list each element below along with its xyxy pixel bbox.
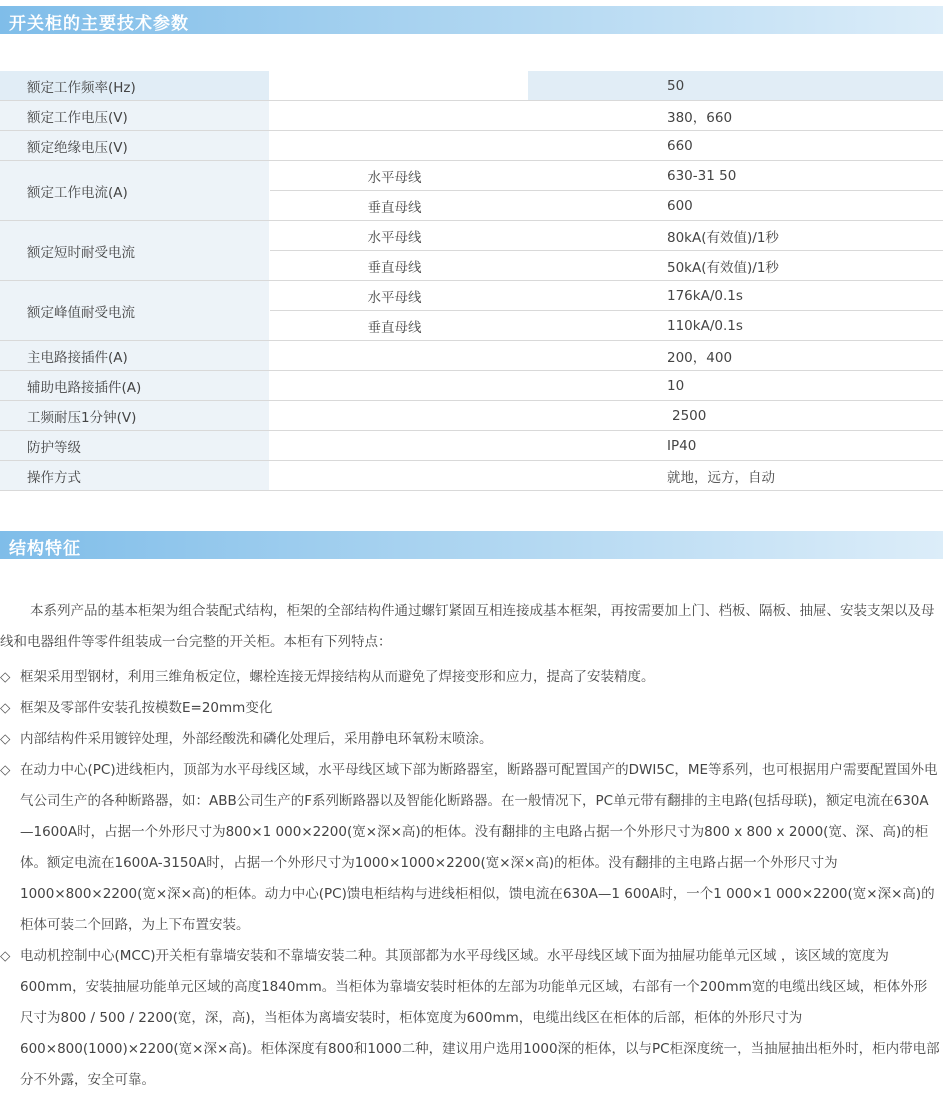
diamond-bullet-icon: ◇ — [0, 731, 11, 747]
sub-cell: 垂直母线 — [269, 251, 528, 281]
feature-text: 框架及零部件安装孔按模数E=20mm变化 — [20, 700, 273, 716]
table-row — [0, 131, 943, 161]
feature-item — [0, 755, 940, 941]
sub-cell: 垂直母线 — [269, 311, 528, 341]
param-cell: 额定峰值耐受电流 — [0, 281, 269, 341]
value-cell: 660 — [528, 131, 943, 161]
table-row — [0, 401, 943, 431]
table-row — [0, 161, 943, 191]
table-row — [0, 71, 943, 101]
value-cell: IP40 — [528, 431, 943, 461]
value-cell: 2500 — [528, 401, 943, 431]
value-cell: 50 — [528, 71, 943, 101]
value-cell: 176kA/0.1s — [528, 281, 943, 311]
sub-cell — [269, 131, 528, 161]
sub-cell: 水平母线 — [269, 221, 528, 251]
section-header-structure — [0, 531, 943, 559]
feature-text: 内部结构件采用镀锌处理，外部经酸洗和磷化处理后，采用静电环氧粉末喷涂。 — [20, 731, 493, 747]
value-cell: 200，400 — [528, 341, 943, 371]
intro-paragraph: 本系列产品的基本柜架为组合装配式结构，柜架的全部结构件通过螺钉紧固互相连接成基本框架，再按需要加上门、档板、隔板、抽屉、安装支架以及母线和电器组件等零件组装成一台完整的开关柜。本柜有下列特点： — [0, 603, 935, 650]
table-row — [0, 221, 943, 251]
sub-cell — [269, 371, 528, 401]
diamond-bullet-icon: ◇ — [0, 700, 11, 716]
diamond-bullet-icon: ◇ — [0, 948, 11, 964]
sub-cell — [269, 101, 528, 131]
feature-item — [0, 941, 940, 1096]
param-cell: 操作方式 — [0, 461, 269, 491]
param-cell: 防护等级 — [0, 431, 269, 461]
sub-cell — [269, 341, 528, 371]
feature-text: 电动机控制中心(MCC)开关柜有靠墙安装和不靠墙安装二种。其顶部都为水平母线区域。水平母线区域下面为抽屉功能单元区域 ，该区域的宽度为600mm，安装抽屉功能单元区域的高度1840mm。当柜体为靠墙安装时柜体的左部为功能单元区域，右部有一个200mm宽的电缆出线区域，柜体外形尺寸为800 / 500 / 2200(宽，深，高)，当柜体为离墙安装时，柜体宽度为600mm，电缆出线区在柜体的后部，柜体的外形尺寸为600×800(1000)×2200(宽×深×高)。柜体深度有800和1000二种，建议用户选用1000深的柜体，以与PC柜深度统一，当抽屉抽出柜外时，柜内带电部分不外露，安全可靠。 — [20, 948, 940, 1088]
sub-cell: 垂直母线 — [269, 191, 528, 221]
feature-text: 在动力中心(PC)进线柜内，顶部为水平母线区域，水平母线区域下部为断路器室，断路器可配置国产的DWI5C，ME等系列，也可根据用户需要配置国外电气公司生产的各种断路器，如：ABB公司生产的F系列断路器以及智能化断路器。在一般情况下，PC单元带有翻排的主电路(包括母联)，额定电流在630A—1600A时，占据一个外形尺寸为800×1 000×2200(宽×深×高)的柜体。没有翻排的主电路占据一个外形尺寸为800 x 800 x 2000(宽、深、高)的柜体。额定电流在1600A-3150A时，占据一个外形尺寸为1000×1000×2200(宽×深×高)的柜体。没有翻排的主电路占据一个外形尺寸为1000×800×2200(宽×深×高)的柜体。动力中心(PC)馈电柜结构与进线柜相似，馈电流在630A—1 600A时，一个1 000×1 000×2200(宽×深×高)的柜体可装二个回路，为上下布置安装。 — [20, 762, 938, 933]
param-cell: 额定工作频率(Hz) — [0, 71, 269, 101]
value-cell: 110kA/0.1s — [528, 311, 943, 341]
param-cell: 主电路接插件(A) — [0, 341, 269, 371]
value-cell: 630-31 50 — [528, 161, 943, 191]
value-cell: 380，660 — [528, 101, 943, 131]
sub-cell — [269, 401, 528, 431]
value-cell: 50kA(有效值)/1秒 — [528, 251, 943, 281]
feature-text: 框架采用型钢材，利用三维角板定位，螺栓连接无焊接结构从而避免了焊接变形和应力，提高了安装精度。 — [20, 669, 655, 685]
diamond-bullet-icon: ◇ — [0, 762, 11, 778]
sub-cell: 水平母线 — [269, 281, 528, 311]
feature-item — [0, 724, 940, 755]
sub-cell — [269, 71, 528, 101]
table-row — [0, 431, 943, 461]
table-row — [0, 371, 943, 401]
param-cell: 额定绝缘电压(V) — [0, 131, 269, 161]
section-header-tech-params — [0, 6, 943, 34]
sub-cell: 水平母线 — [269, 161, 528, 191]
param-cell: 工频耐压1分钟(V) — [0, 401, 269, 431]
sub-cell — [269, 431, 528, 461]
table-row — [0, 101, 943, 131]
value-cell: 10 — [528, 371, 943, 401]
section-title: 开关柜的主要技术参数 — [9, 14, 189, 34]
table-row — [0, 281, 943, 311]
feature-item — [0, 693, 940, 724]
param-cell: 辅助电路接插件(A) — [0, 371, 269, 401]
diamond-bullet-icon: ◇ — [0, 669, 11, 685]
feature-item — [0, 662, 940, 693]
value-cell: 80kA(有效值)/1秒 — [528, 221, 943, 251]
param-cell: 额定工作电压(V) — [0, 101, 269, 131]
table-row — [0, 341, 943, 371]
sub-cell — [269, 461, 528, 491]
table-row — [0, 461, 943, 491]
section-title: 结构特征 — [9, 539, 81, 559]
spec-table — [0, 71, 943, 491]
param-cell: 额定工作电流(A) — [0, 161, 269, 221]
value-cell: 600 — [528, 191, 943, 221]
value-cell: 就地，远方，自动 — [528, 461, 943, 491]
param-cell: 额定短时耐受电流 — [0, 221, 269, 281]
